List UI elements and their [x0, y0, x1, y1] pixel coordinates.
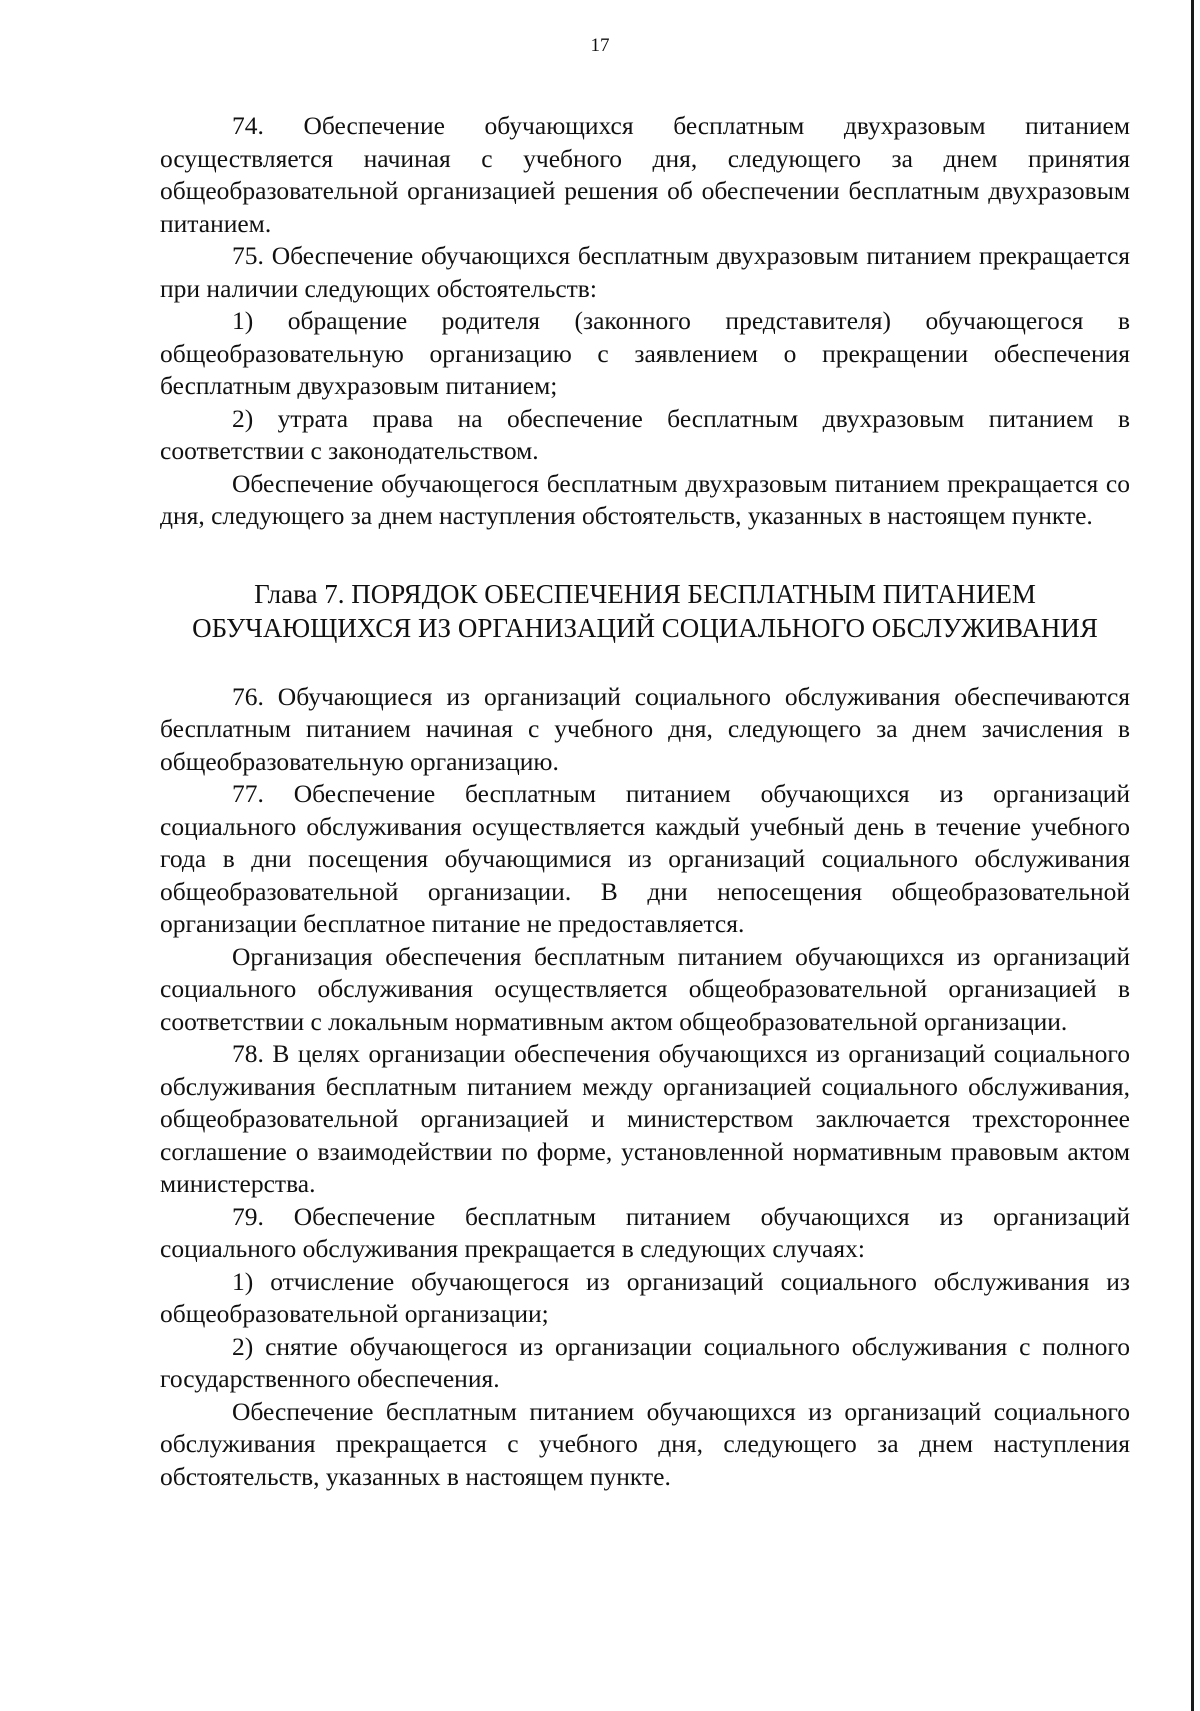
paragraph-75-item-1: 1) обращение родителя (законного представителя) обучающегося в общеобразовательную организацию с заявлением о прекращении обеспечения бесплатным двухразовым питанием; — [160, 306, 1130, 400]
paragraph-76: 76. Обучающиеся из организаций социального обслуживания обеспечиваются бесплатным питанием начиная с учебного дня, следующего за днем зачисления в общеобразовательную организацию. — [160, 681, 1130, 776]
chapter-title-line-2: ОБУЧАЮЩИХСЯ ИЗ ОРГАНИЗАЦИЙ СОЦИАЛЬНОГО ОБСЛУЖИВАНИЯ — [192, 612, 1098, 643]
paragraph-79-item-1: 1) отчисление обучающегося из организаций социального обслуживания из общеобразовательной организации; — [160, 1266, 1130, 1328]
chapter-title-line-1: Глава 7. ПОРЯДОК ОБЕСПЕЧЕНИЯ БЕСПЛАТНЫМ ПИТАНИЕМ — [254, 578, 1036, 609]
document-body — [160, 110, 1130, 1493]
page-number: 17 — [590, 35, 610, 56]
paragraph-77-organization: Организация обеспечения бесплатным питанием обучающихся из организаций социального обслуживания осуществляется общеобразовательной организацией в соответствии с локальным нормативным актом общеобразовательной организации. — [160, 941, 1130, 1036]
paragraph-79: 79. Обеспечение бесплатным питанием обучающихся из организаций социального обслуживания прекращается в следующих случаях: — [160, 1201, 1130, 1263]
paragraph-75-closing: Обеспечение обучающегося бесплатным двухразовым питанием прекращается со дня, следующего за днем наступления обстоятельств, указанных в настоящем пункте. — [160, 468, 1130, 530]
chapter-title — [160, 577, 1130, 645]
paragraph-79-item-2: 2) снятие обучающегося из организации социального обслуживания с полного государственного обеспечения. — [160, 1331, 1130, 1393]
paragraph-74: 74. Обеспечение обучающихся бесплатным двухразовым питанием осуществляется начиная с учебного дня, следующего за днем принятия общеобразовательной организацией решения об обеспечении бесплатным двухразовым питанием. — [160, 111, 1130, 238]
paragraph-77: 77. Обеспечение бесплатным питанием обучающихся из организаций социального обслуживания осуществляется каждый учебный день в течение учебного года в дни посещения обучающимися из организаций социального обслуживания общеобразовательной организации. В дни непосещения общеобразовательной организации бесплатное питание не предоставляется. — [160, 779, 1130, 938]
paragraph-78: 78. В целях организации обеспечения обучающихся из организаций социального обслуживания бесплатным питанием между организацией социального обслуживания, общеобразовательной организацией и министерством заключается трехстороннее соглашение о взаимодействии по форме, установленной нормативным правовым актом министерства. — [160, 1039, 1130, 1198]
scan-edge-line — [1191, 0, 1194, 1711]
paragraph-79-closing: Обеспечение бесплатным питанием обучающихся из организаций социального обслуживания прекращается с учебного дня, следующего за днем наступления обстоятельств, указанных в настоящем пункте. — [160, 1396, 1130, 1491]
paragraph-75: 75. Обеспечение обучающихся бесплатным двухразовым питанием прекращается при наличии следующих обстоятельств: — [160, 241, 1130, 303]
paragraph-75-item-2: 2) утрата права на обеспечение бесплатным двухразовым питанием в соответствии с законодательством. — [160, 403, 1130, 465]
